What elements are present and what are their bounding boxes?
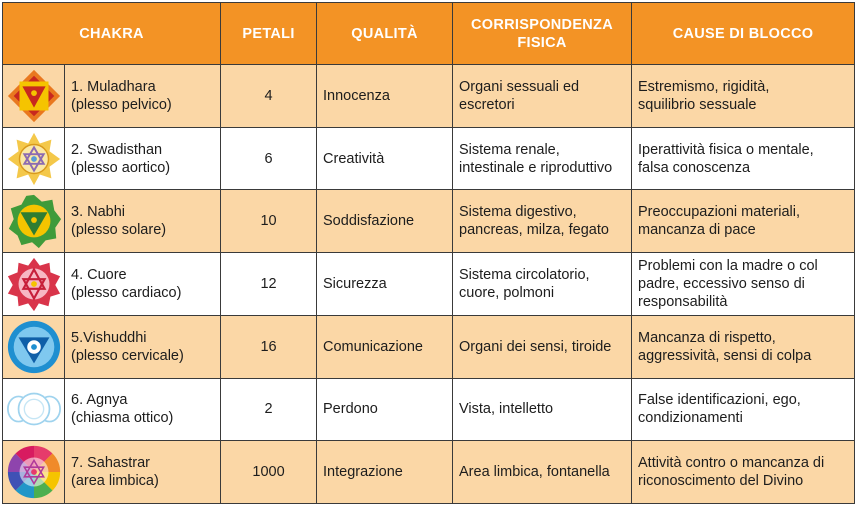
chakra-location: (chiasma ottico) [71, 410, 174, 427]
fisica-line-2: pancreas, milza, fegato [459, 222, 609, 239]
chakra-table [2, 2, 855, 504]
qualita-cell: Innocenza [317, 65, 453, 128]
fisica-cell [453, 378, 632, 441]
petali-cell: 4 [221, 65, 317, 128]
chakra-name: 6. Agnya [71, 392, 128, 409]
cause-line-3: responsabilità [638, 293, 728, 310]
qualita-cell: Sicurezza [317, 253, 453, 316]
header-petali: PETALI [221, 3, 317, 65]
cause-line-2: squilibrio sessuale [638, 96, 757, 113]
table-row [3, 315, 855, 378]
cuore-icon [5, 255, 63, 313]
vishuddhi-icon [5, 318, 63, 376]
chakra-location: (plesso cervicale) [71, 347, 184, 364]
chakra-name-cell [65, 65, 221, 128]
cause-line-1: Estremismo, rigidità, [638, 78, 770, 95]
fisica-line-1: Vista, intelletto [459, 401, 554, 418]
cause-cell [632, 378, 855, 441]
swadisthan-icon [5, 130, 63, 188]
cause-line-2: riconoscimento del Divino [638, 473, 804, 490]
petali-cell: 2 [221, 378, 317, 441]
fisica-cell [453, 127, 632, 190]
cause-line-2: padre, eccessivo senso di [638, 275, 805, 292]
chakra-icon-cell [3, 253, 65, 316]
cause-line-1: False identificazioni, ego, [638, 392, 801, 409]
cause-line-1: Problemi con la madre o col [638, 257, 818, 274]
cause-line-2: aggressività, sensi di colpa [638, 347, 812, 364]
header-corrispondenza-line-2: FISICA [517, 34, 567, 51]
table-row [3, 190, 855, 253]
cause-cell [632, 65, 855, 128]
chakra-icon-cell [3, 190, 65, 253]
petali-cell: 10 [221, 190, 317, 253]
header-qualita: QUALITÀ [317, 3, 453, 65]
cause-line-1: Attività contro o mancanza di [638, 455, 825, 472]
chakra-location: (plesso solare) [71, 222, 167, 239]
chakra-location: (area limbica) [71, 473, 159, 490]
chakra-name-cell [65, 441, 221, 504]
table-row [3, 127, 855, 190]
chakra-location: (plesso pelvico) [71, 96, 172, 113]
fisica-cell [453, 315, 632, 378]
fisica-line-1: Area limbica, fontanella [459, 464, 610, 481]
cause-line-2: mancanza di pace [638, 222, 756, 239]
fisica-line-1: Sistema renale, [459, 141, 560, 158]
muladhara-icon [5, 67, 63, 125]
chakra-icon-cell [3, 65, 65, 128]
qualita-cell: Integrazione [317, 441, 453, 504]
qualita-cell: Comunicazione [317, 315, 453, 378]
cause-line-2: condizionamenti [638, 410, 743, 427]
chakra-name-cell [65, 315, 221, 378]
chakra-icon-cell [3, 127, 65, 190]
fisica-line-1: Organi sessuali ed [459, 78, 580, 95]
cause-cell [632, 190, 855, 253]
fisica-cell [453, 190, 632, 253]
chakra-icon-cell [3, 378, 65, 441]
cause-line-1: Preoccupazioni materiali, [638, 204, 801, 221]
table-row [3, 378, 855, 441]
petali-cell: 6 [221, 127, 317, 190]
qualita-cell: Creatività [317, 127, 453, 190]
fisica-line-2: intestinale e riproduttivo [459, 159, 613, 176]
agnya-icon [5, 380, 63, 438]
fisica-cell [453, 253, 632, 316]
chakra-name: 3. Nabhi [71, 204, 126, 221]
cause-cell [632, 441, 855, 504]
header-corrispondenza [453, 3, 632, 65]
cause-line-1: Iperattività fisica o mentale, [638, 141, 814, 158]
chakra-name: 5.Vishuddhi [71, 329, 147, 346]
cause-line-2: falsa conoscenza [638, 159, 751, 176]
chakra-name-cell [65, 253, 221, 316]
header-corrispondenza-line-1: CORRISPONDENZA [471, 16, 613, 33]
table-row [3, 65, 855, 128]
qualita-cell: Soddisfazione [317, 190, 453, 253]
fisica-line-1: Organi dei sensi, tiroide [459, 338, 612, 355]
fisica-line-1: Sistema digestivo, [459, 204, 577, 221]
cause-line-1: Mancanza di rispetto, [638, 329, 776, 346]
cause-cell [632, 127, 855, 190]
chakra-icon-cell [3, 315, 65, 378]
table-row [3, 253, 855, 316]
cause-cell [632, 253, 855, 316]
chakra-name-cell [65, 190, 221, 253]
table-row [3, 441, 855, 504]
fisica-cell [453, 441, 632, 504]
petali-cell: 16 [221, 315, 317, 378]
sahastrar-icon [5, 443, 63, 501]
chakra-name: 7. Sahastrar [71, 455, 150, 472]
chakra-name: 2. Swadisthan [71, 141, 163, 158]
fisica-line-1: Sistema circolatorio, [459, 266, 590, 283]
chakra-name: 1. Muladhara [71, 78, 156, 95]
petali-cell: 1000 [221, 441, 317, 504]
header-chakra: CHAKRA [3, 3, 221, 65]
chakra-icon-cell [3, 441, 65, 504]
qualita-cell: Perdono [317, 378, 453, 441]
nabhi-icon [5, 192, 63, 250]
chakra-name-cell [65, 378, 221, 441]
fisica-line-2: escretori [459, 96, 515, 113]
chakra-location: (plesso aortico) [71, 159, 171, 176]
fisica-cell [453, 65, 632, 128]
header-cause: CAUSE DI BLOCCO [632, 3, 855, 65]
fisica-line-2: cuore, polmoni [459, 284, 555, 301]
chakra-name-cell [65, 127, 221, 190]
cause-cell [632, 315, 855, 378]
chakra-location: (plesso cardiaco) [71, 284, 182, 301]
petali-cell: 12 [221, 253, 317, 316]
header-row [3, 3, 855, 65]
chakra-name: 4. Cuore [71, 266, 127, 283]
